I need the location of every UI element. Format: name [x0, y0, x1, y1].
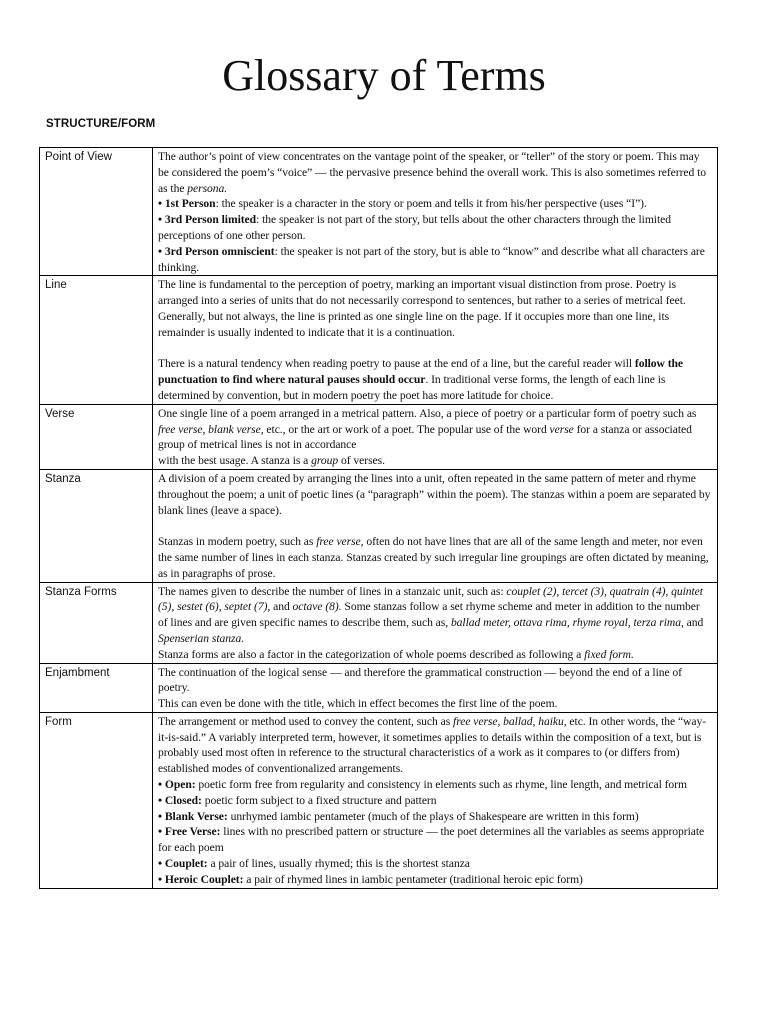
bold-text: • Blank Verse:: [158, 809, 228, 823]
bold-text: • Free Verse:: [158, 825, 221, 839]
bold-text: • Closed:: [158, 793, 202, 807]
italic-text: persona.: [187, 181, 228, 195]
text-run: a pair of rhymed lines in iambic pentameter (traditional heroic epic form): [243, 872, 583, 886]
bold-text: • 3rd Person omniscient: [158, 244, 275, 258]
italic-text: fixed form.: [584, 647, 634, 661]
glossary-definition: [153, 148, 718, 276]
italic-text: Spenserian stanza.: [158, 631, 245, 645]
glossary-definition: [153, 712, 718, 888]
text-run: : the speaker is not part of the story, but tells about the other characters through the limited perceptions of one other person.: [158, 213, 671, 242]
bold-text: • 1st Person: [158, 197, 216, 211]
text-run: often do not have lines that are all of the same length and meter, nor even the same number of lines in each stanza. Stanzas created by such irregular line groupings are often dictated by meaning, as in paragraphs of prose.: [158, 535, 709, 580]
glossary-row: [40, 663, 718, 712]
italic-text: octave (8).: [292, 600, 342, 614]
text-run: and: [270, 600, 293, 614]
definition-paragraph: [158, 872, 712, 888]
text-run: There is a natural tendency when reading poetry to pause at the end of a line, but the careful reader will: [158, 357, 635, 371]
text-run: The line is fundamental to the perception of poetry, marking an important visual distinction from prose. Poetry is arranged into a series of units that do not necessarily correspond to sentences, but rather to a series of metrical feet. Generally, but not always, the line is printed as one single line on the page. If it occupies more than one line, its remainder is usually indented to indicate that it is a continuation.: [158, 278, 686, 339]
definition-paragraph: [158, 212, 712, 244]
glossary-definition: [153, 469, 718, 582]
definition-paragraph: [158, 665, 712, 697]
bold-text: • Open:: [158, 778, 196, 792]
text-run: Stanza forms are also a factor in the categorization of whole poems described as following a: [158, 647, 585, 661]
glossary-term: Stanza Forms: [40, 582, 153, 663]
glossary-definition: [153, 276, 718, 404]
definition-paragraph: [158, 356, 712, 403]
text-run: Some stanzas follow a set rhyme scheme and meter in addition to the number of lines and are given specific names to describe them, such as,: [158, 600, 700, 630]
text-run: poetic form subject to a fixed structure and pattern: [201, 793, 437, 807]
definition-paragraph: [158, 196, 712, 212]
italic-text: ballad meter, ottava rima, rhyme royal, terza rima,: [450, 616, 684, 630]
text-run: lines with no prescribed pattern or structure — the poet determines all the variables as seems appropriate for each poem: [158, 825, 705, 855]
glossary-term: Stanza: [40, 469, 153, 582]
glossary-row: [40, 469, 718, 582]
text-run: One single line of a poem arranged in a metrical pattern. Also, a piece of poetry or a particular form of poetry such as: [158, 406, 697, 420]
italic-text: free verse,: [316, 535, 364, 549]
italic-text: free verse, ballad, haiku,: [453, 714, 567, 728]
glossary-row: [40, 276, 718, 404]
definition-paragraph: [158, 647, 712, 663]
bold-text: follow the punctuation to find where natural pauses should occur: [158, 357, 684, 387]
glossary-table: [39, 147, 718, 889]
section-heading: STRUCTURE/FORM: [46, 118, 156, 130]
text-run: . In traditional verse forms, the length of each line is determined by convention, but in modern poetry the poet has more latitude for choice.: [158, 373, 666, 402]
text-run: : the speaker is a character in the story or poem and tells it from his/her perspective (uses “I”).: [215, 197, 647, 211]
definition-paragraph: [158, 453, 712, 469]
bold-text: • Heroic Couplet:: [158, 872, 244, 886]
text-run: Stanzas in modern poetry, such as: [158, 535, 317, 549]
definition-paragraph: [158, 534, 712, 581]
definition-paragraph: [158, 471, 712, 518]
text-run: of verses.: [338, 454, 385, 468]
glossary-row: [40, 404, 718, 469]
definition-paragraph: [158, 777, 712, 793]
italic-text: couplet (2), tercet (3), quatrain (4), quintet (5), sestet (6), septet (7),: [158, 584, 703, 614]
glossary-term: Form: [40, 712, 153, 888]
definition-paragraph: [158, 809, 712, 825]
glossary-row: [40, 712, 718, 888]
text-run: etc. In other words, the “way-it-is-said.” A variably interpreted term, however, it sometimes applies to details within the composition of a text, but is probably used most often in reference to the structural characteristics of a work as it compares to (or differs from) established modes of conventionalized arrangements.: [158, 714, 707, 776]
definition-paragraph: [158, 824, 712, 856]
glossary-definition: [153, 582, 718, 663]
bold-text: • 3rd Person limited: [158, 213, 257, 227]
text-run: a pair of lines, usually rhymed; this is the shortest stanza: [207, 857, 470, 871]
text-run: The names given to describe the number of lines in a stanzaic unit, such as:: [158, 584, 507, 598]
definition-paragraph: [158, 277, 712, 340]
text-run: with the best usage. A stanza is a: [158, 454, 312, 468]
glossary-definition: [153, 663, 718, 712]
glossary-term: Verse: [40, 404, 153, 469]
italic-text: group: [311, 454, 339, 468]
glossary-term: Enjambment: [40, 663, 153, 712]
glossary-definition: [153, 404, 718, 469]
text-run: The author’s point of view concentrates on the vantage point of the speaker, or “teller” of the story or poem. This may be considered the poem’s “voice” — the pervasive presence behind the overall work. This is also sometimes referred to as the: [158, 150, 706, 195]
definition-paragraph: [158, 406, 712, 453]
definition-paragraph: [158, 244, 712, 276]
text-run: poetic form free from regularity and consistency in elements such as rhyme, line length, and metrical form: [195, 778, 687, 792]
definition-paragraph: [158, 584, 712, 647]
definition-paragraph: [158, 793, 712, 809]
glossary-term: Point of View: [40, 148, 153, 276]
glossary-row: [40, 582, 718, 663]
bold-text: • Couplet:: [158, 857, 208, 871]
definition-paragraph: [158, 856, 712, 872]
text-run: The continuation of the logical sense — and therefore the grammatical construction — beyond the end of a line of poetry.: [158, 665, 682, 695]
glossary-body: [40, 148, 718, 889]
text-run: : the speaker is not part of the story, but is able to “know” and describe what all characters are thinking.: [158, 244, 705, 274]
glossary-row: [40, 148, 718, 276]
text-run: This can even be done with the title, which in effect becomes the first line of the poem.: [158, 697, 558, 711]
definition-paragraph: [158, 714, 712, 777]
italic-text: verse: [549, 422, 574, 436]
italic-text: free verse, blank verse,: [158, 422, 264, 436]
text-run: etc., or the art or work of a poet. The popular use of the word: [263, 422, 550, 436]
definition-paragraph: [158, 149, 712, 196]
definition-paragraph: [158, 696, 712, 712]
glossary-term: Line: [40, 276, 153, 404]
text-run: for a stanza or associated group of metrical lines is not in accordance: [158, 422, 692, 452]
text-run: The arrangement or method used to convey the content, such as: [158, 714, 454, 728]
text-run: and: [683, 616, 704, 630]
page-title: Glossary of Terms: [222, 51, 546, 100]
text-run: unrhymed iambic pentameter (much of the plays of Shakespeare are written in this form): [227, 809, 639, 823]
text-run: A division of a poem created by arranging the lines into a unit, often repeated in the same pattern of meter and rhyme throughout the poem; a unit of poetic lines (a “paragraph” within the poem). The stanzas within a poem are separated by blank lines (leave a space).: [158, 471, 711, 517]
